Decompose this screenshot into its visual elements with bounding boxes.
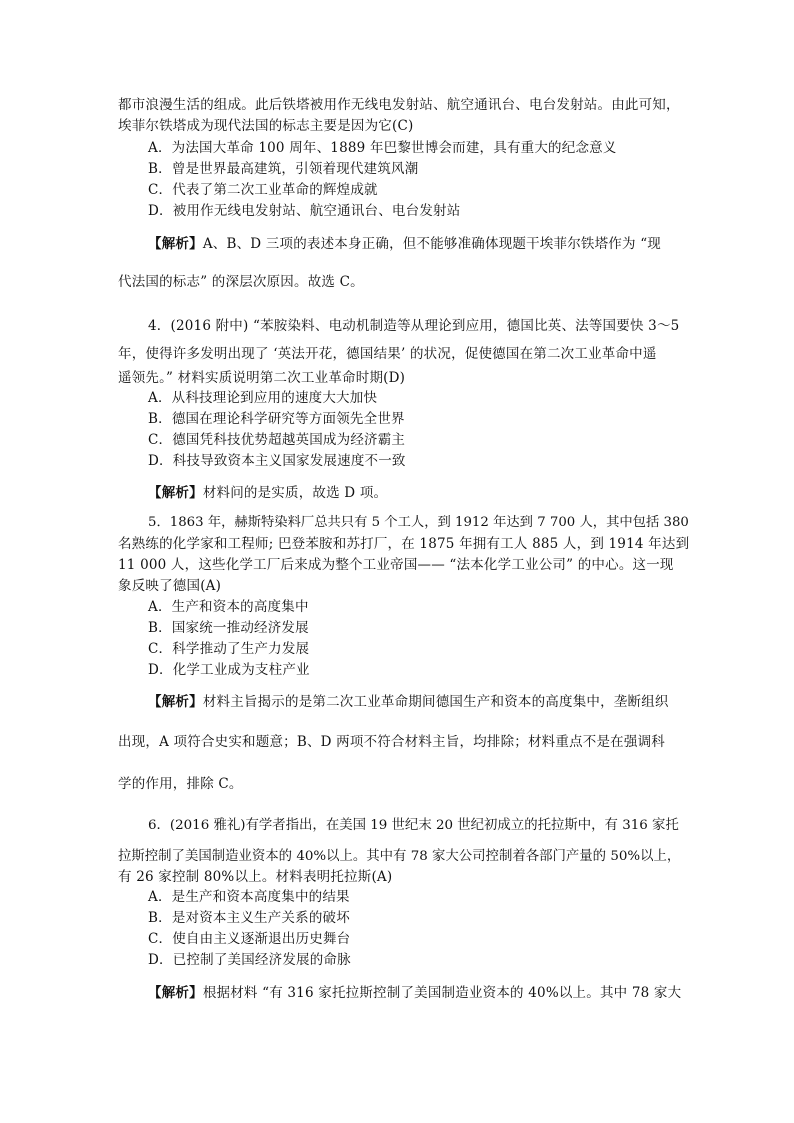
q6-analysis-line-1	[148, 984, 681, 1002]
q5-analysis-line-3: 学的作用，排除 C。	[118, 776, 243, 792]
q5-analysis-line-2: 出现，A 项符合史实和题意；B、D 两项不符合材料主旨，均排除；材料重点不是在强调科	[118, 734, 665, 750]
q4-option-d: D．科技导致资本主义国家发展速度不一致	[148, 453, 406, 469]
analysis-tag: 【解析】	[148, 236, 203, 252]
q3-option-d: D．被用作无线电发射站、航空通讯台、电台发射站	[148, 203, 461, 219]
q4-option-b: B．德国在理论科学研究等方面领先全世界	[148, 411, 405, 427]
analysis-text: 材料问的是实质，故选 D 项。	[202, 485, 388, 501]
q5-option-d: D．化学工业成为支柱产业	[148, 662, 310, 678]
q5-stem-line-3: 11 000 人，这些化学工厂后来成为整个工业帝国—— “法本化学工业公司” 的中心。这一现	[118, 557, 674, 573]
q4-option-c: C．德国凭科技优势超越英国成为经济霸主	[148, 432, 406, 448]
q5-stem-line-4: 象反映了德国(A)	[118, 578, 222, 594]
q4-analysis-line-1	[148, 484, 387, 502]
analysis-text: A、B、D 三项的表述本身正确，但不能够准确体现题干埃菲尔铁塔作为 “现	[202, 236, 661, 252]
analysis-text: 根据材料 “有 316 家托拉斯控制了美国制造业资本的 40%以上。其中 78 家大	[202, 985, 682, 1001]
q4-stem-line-2: 年，使得许多发明出现了 ‘英法开花，德国结果’ 的状况，促使德国在第二次工业革命中遥	[118, 346, 657, 362]
analysis-tag: 【解析】	[148, 985, 203, 1001]
analysis-tag: 【解析】	[148, 485, 203, 501]
q6-option-b: B．是对资本主义生产关系的破坏	[148, 910, 350, 926]
q3-stem-line-2: 埃菲尔铁塔成为现代法国的标志主要是因为它(C)	[118, 118, 414, 134]
q3-option-c: C．代表了第二次工业革命的辉煌成就	[148, 182, 378, 198]
q5-analysis-line-1	[148, 693, 669, 711]
analysis-text: 材料主旨揭示的是第二次工业革命期间德国生产和资本的高度集中，垄断组织	[202, 694, 669, 710]
q3-stem-line-1: 都市浪漫生活的组成。此后铁塔被用作无线电发射站、航空通讯台、电台发射站。由此可知，	[118, 97, 680, 113]
q5-option-a: A．生产和资本的高度集中	[148, 599, 309, 615]
q6-stem-line-1: 6．(2016 雅礼)有学者指出，在美国 19 世纪末 20 世纪初成立的托拉斯中，有 316 家托	[148, 818, 679, 833]
q6-option-c: C．使自由主义逐渐退出历史舞台	[148, 931, 351, 947]
analysis-tag: 【解析】	[148, 694, 203, 710]
q4-stem-line-1: 4．(2016 附中) “苯胺染料、电动机制造等从理论到应用，德国比英、法等国要快 3～5	[148, 318, 680, 334]
q6-stem-line-3: 有 26 家控制 80%以上。材料表明托拉斯(A)	[118, 869, 393, 885]
q6-option-d: D．已控制了美国经济发展的命脉	[148, 952, 351, 968]
q5-stem-line-2: 名熟练的化学家和工程师; 巴登苯胺和苏打厂，在 1875 年拥有工人 885 人，到 1914 年达到	[118, 536, 690, 552]
q5-stem-line-1: 5．1863 年，赫斯特染料厂总共只有 5 个工人，到 1912 年达到 7 700 人，其中包括 380	[148, 515, 689, 530]
q5-option-b: B．国家统一推动经济发展	[148, 620, 309, 636]
q5-option-c: C．科学推动了生产力发展	[148, 641, 310, 657]
q4-stem-line-3: 遥领先。” 材料实质说明第二次工业革命时期(D)	[118, 370, 406, 386]
q4-option-a: A．从科技理论到应用的速度大大加快	[148, 390, 378, 406]
q3-analysis-line-1	[148, 235, 661, 253]
q3-option-a: A．为法国大革命 100 周年、1889 年巴黎世博会而建，具有重大的纪念意义	[148, 140, 617, 156]
q3-option-b: B．曾是世界最高建筑，引领着现代建筑风潮	[148, 161, 419, 177]
q6-stem-line-2: 拉斯控制了美国制造业资本的 40%以上。其中有 78 家大公司控制着各部门产量的 50%以上，	[118, 849, 681, 864]
q6-option-a: A．是生产和资本高度集中的结果	[148, 889, 350, 905]
q3-analysis-line-2: 代法国的标志” 的深层次原因。故选 C。	[118, 274, 364, 290]
